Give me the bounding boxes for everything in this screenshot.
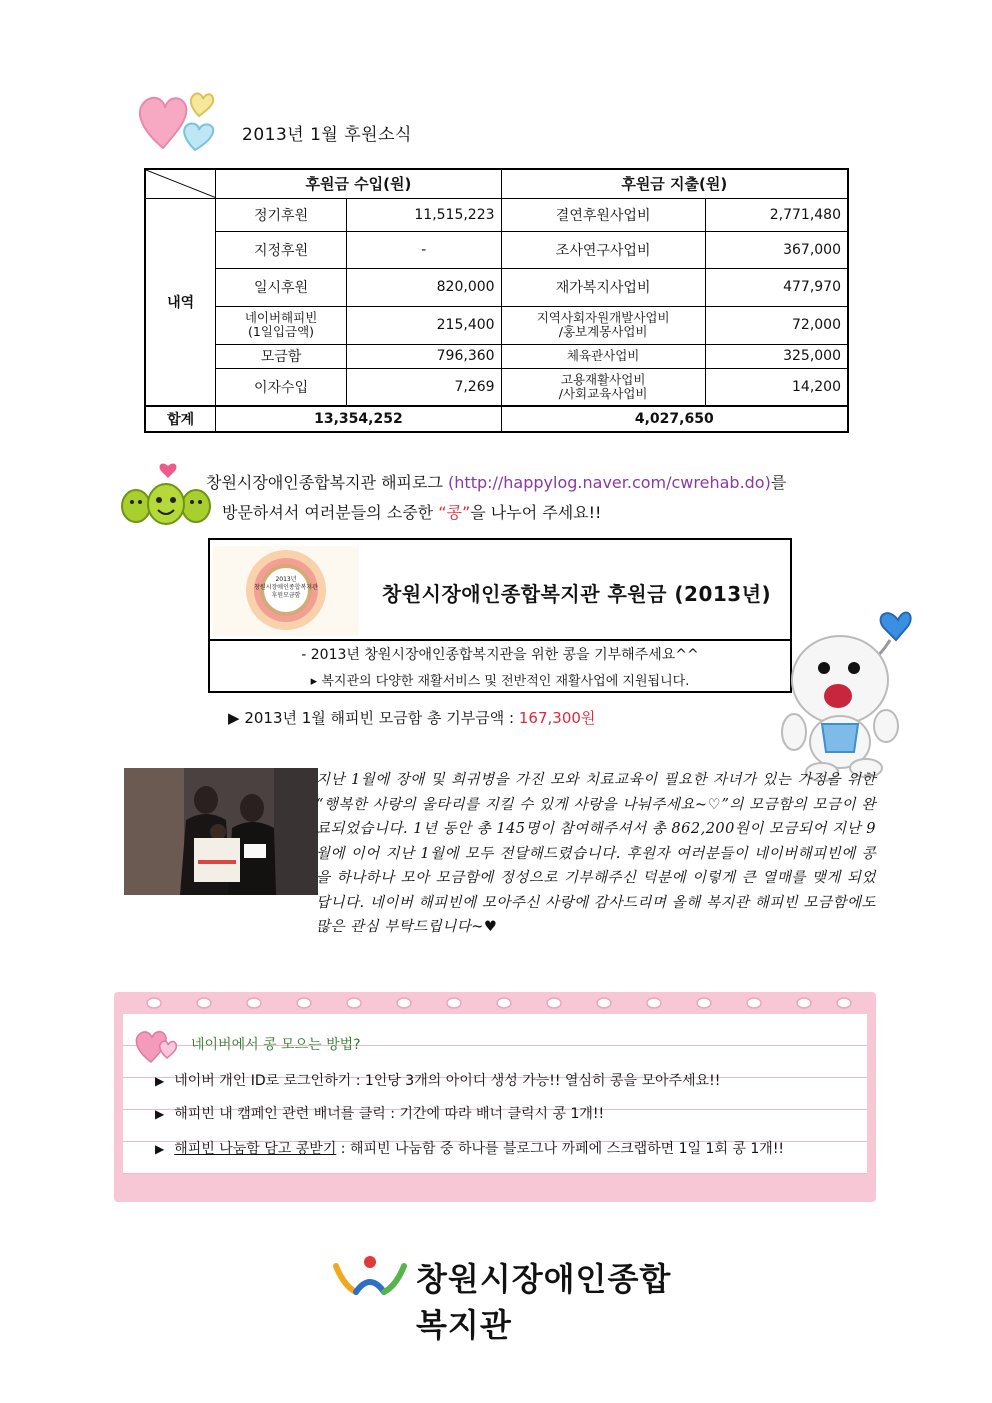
expense-item: 재가복지사업비	[501, 268, 705, 306]
list-item: ▶ 해피빈 나눔함 담고 콩받기 : 해피빈 나눔함 중 하나를 블로그나 까페에 스크랩하면 1일 1회 콩 1개!!	[155, 1141, 785, 1157]
total-income: 13,354,252	[216, 406, 501, 432]
diagonal-header-cell	[145, 169, 216, 198]
expense-amount: 72,000	[705, 306, 848, 344]
income-item: 이자수입	[216, 368, 347, 406]
happybean-mascot-icon	[770, 592, 920, 782]
expense-item: 결연후원사업비	[501, 198, 705, 231]
triangle-bullet-icon: ▸	[310, 674, 318, 689]
income-amount: 820,000	[346, 268, 501, 306]
income-amount: 796,360	[346, 344, 501, 368]
triangle-bullet-icon: ▶	[155, 1074, 165, 1088]
triangle-bullet-icon: ▶	[155, 1107, 165, 1121]
banner-header	[210, 540, 790, 641]
income-amount: 7,269	[346, 368, 501, 406]
triangle-bullet-icon: ▶	[155, 1142, 165, 1156]
income-header: 후원금 수입(원)	[216, 169, 501, 198]
notebook-rings	[114, 992, 876, 1014]
notebook-title: 네이버에서 콩 모으는 방법?	[191, 1037, 361, 1053]
kong-highlight: “콩”	[438, 503, 471, 522]
happylog-link[interactable]: (http://happylog.naver.com/cwrehab.do)	[448, 473, 771, 492]
donation-banner[interactable]	[208, 538, 792, 693]
page-title: 2013년 1월 후원소식	[242, 125, 412, 145]
income-item: 정기후원	[216, 198, 347, 231]
table-row	[145, 231, 848, 268]
income-item: 지정후원	[216, 231, 347, 268]
promo-line-1	[206, 470, 786, 493]
expense-item: 지역사회자원개발사업비 /홍보계몽사업비	[501, 306, 705, 344]
table-row	[145, 306, 848, 344]
table-row	[145, 344, 848, 368]
table-row	[145, 268, 848, 306]
expense-amount: 2,771,480	[705, 198, 848, 231]
income-item: 네이버해피빈 (1일입금액)	[216, 306, 347, 344]
notebook-page	[123, 1014, 867, 1174]
total-label: 합계	[145, 406, 216, 432]
banner-submessage: ▸ 복지관의 다양한 재활서비스 및 전반적인 재활사업에 지원됩니다.	[310, 674, 690, 689]
list-item: ▶ 네이버 개인 ID로 로그인하기 : 1인당 3개의 아이디 생성 가능!! 열심히 콩을 모아주세요!!	[155, 1073, 721, 1089]
expense-item: 조사연구사업비	[501, 231, 705, 268]
triangle-bullet-icon: ▶	[228, 709, 240, 727]
hearts-icon	[133, 68, 225, 156]
income-amount: -	[346, 231, 501, 268]
promo-line-2	[222, 500, 601, 523]
expense-amount: 367,000	[705, 231, 848, 268]
promo-org: 창원시장애인종합복지관 해피로그	[206, 473, 443, 492]
table-row	[145, 198, 848, 231]
total-row	[145, 406, 848, 432]
expense-amount: 14,200	[705, 368, 848, 406]
how-to-collect-box	[114, 992, 876, 1202]
income-item: 모금함	[216, 344, 347, 368]
org-emblem-icon	[330, 1252, 410, 1300]
table-row	[145, 368, 848, 406]
promo-text: 방문하셔서 여러분들의 소중한	[222, 503, 434, 522]
expense-item: 고용재활사업비 /사회교육사업비	[501, 368, 705, 406]
story-paragraph: 지난 1월에 장애 및 희귀병을 가진 모와 치료교육이 필요한 자녀가 있는 가정을 위한 “행복한 사랑의 울타리를 지킬 수 있게 사랑을 나눠주세요~♡”의 모금함의 모금이 완료되었습니다. 1년 동안 총 145명이 참여해주셔서 총 862,200원이 모금되어 지난 9월에 이어 지난 1월에 모두 전달해드렸습니다. 후원자 여러분들이 네이버해피빈에 콩을 하나하나 모아 모금함에 정성으로 기부해주신 덕분에 이렇게 큰 열매를 맺게 되었답니다. 네이버 해피빈에 모아주신 사랑에 감사드리며 올해 복지관 해피빈 모금함에도 많은 관심 부탁드립니다~♥	[316, 772, 876, 935]
expense-amount: 325,000	[705, 344, 848, 368]
banner-image-caption: 2013년 창원시장애인종합복지관 후원모금함	[254, 576, 318, 599]
happybean-total	[228, 707, 595, 728]
expense-amount: 477,970	[705, 268, 848, 306]
total-label: 2013년 1월 해피빈 모금함 총 기부금액 :	[244, 709, 515, 727]
list-item: ▶ 해피빈 내 캠페인 관련 배너를 클릭 : 기간에 따라 배너 클릭시 콩 1개!!	[155, 1106, 605, 1122]
promo-suffix: 를	[770, 473, 787, 492]
total-expense: 4,027,650	[501, 406, 848, 432]
green-peas-icon	[118, 462, 214, 530]
income-amount: 215,400	[346, 306, 501, 344]
banner-message: - 2013년 창원시장애인종합복지관을 위한 콩을 기부해주세요^^	[301, 647, 699, 663]
total-amount: 167,300원	[518, 709, 596, 727]
promo-text-end: 을 나누어 주세요!!	[470, 503, 602, 522]
income-amount: 11,515,223	[346, 198, 501, 231]
org-name: 창원시장애인종합복지관	[416, 1260, 672, 1344]
donation-photo	[124, 768, 318, 895]
banner-title: 창원시장애인종합복지관 후원금 (2013년)	[382, 582, 772, 606]
row-group-label: 내역	[145, 198, 216, 406]
org-logo	[330, 1252, 692, 1344]
banner-image	[213, 546, 359, 636]
donation-table	[144, 168, 849, 433]
expense-header: 후원금 지출(원)	[501, 169, 848, 198]
expense-item: 체육관사업비	[501, 344, 705, 368]
pink-heart-icon	[133, 1024, 181, 1064]
income-item: 일시후원	[216, 268, 347, 306]
